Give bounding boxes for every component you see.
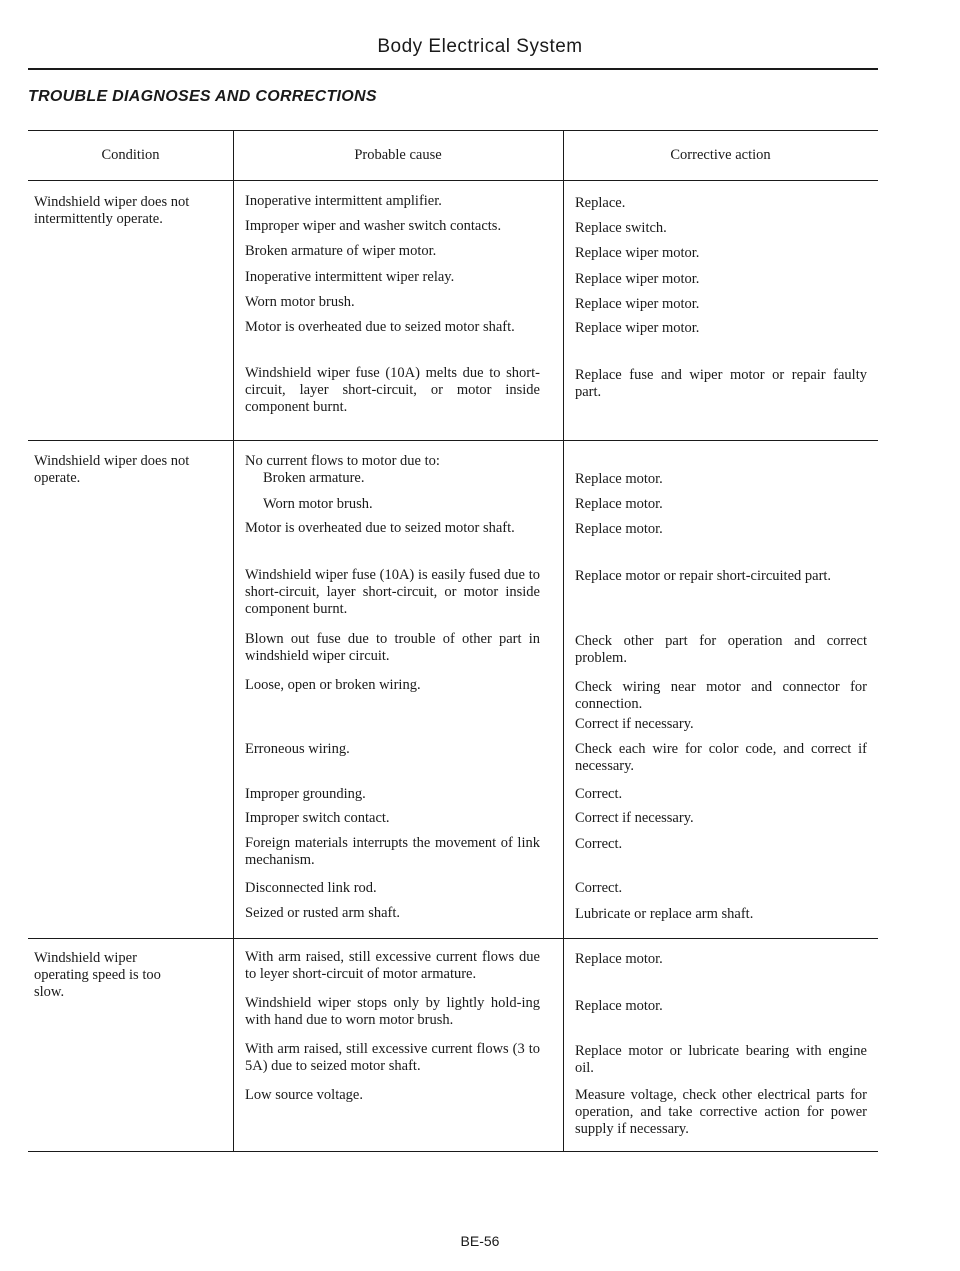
action-cell: Correct if necessary. [575, 716, 694, 732]
cause-cell: With arm raised, still excessive current flows due to leyer short-circuit of motor armature. [245, 949, 540, 982]
action-cell: Check each wire for color code, and correct if necessary. [575, 741, 867, 774]
header-corrective-action: Corrective action [670, 147, 771, 163]
column-divider [563, 130, 564, 1152]
condition-cell: Windshield wiper operating speed is too slow. [34, 950, 161, 1000]
cause-cell: Improper grounding. [245, 786, 366, 802]
table-top-rule [28, 130, 878, 131]
cause-cell: Windshield wiper stops only by lightly hold-ing with hand due to worn motor brush. [245, 995, 540, 1028]
cause-cell: Windshield wiper fuse (10A) melts due to short-circuit, layer short-circuit, or motor inside component burnt. [245, 365, 540, 415]
action-cell: Correct. [575, 786, 623, 802]
cause-cell: Erroneous wiring. [245, 741, 350, 757]
group-divider [28, 938, 878, 939]
cause-cell: Low source voltage. [245, 1087, 363, 1103]
action-cell: Replace fuse and wiper motor or repair faulty part. [575, 367, 867, 400]
action-cell: Replace wiper motor. [575, 320, 700, 336]
cause-cell: Seized or rusted arm shaft. [245, 905, 401, 921]
cause-cell: Improper switch contact. [245, 810, 390, 826]
cause-cell: Motor is overheated due to seized motor shaft. [245, 319, 515, 335]
action-cell: Correct if necessary. [575, 810, 694, 826]
table-bottom-rule [28, 1151, 878, 1152]
cause-cell: Worn motor brush. [263, 496, 373, 512]
header-probable-cause: Probable cause [354, 147, 442, 163]
action-cell: Replace motor. [575, 521, 663, 537]
section-title: TROUBLE DIAGNOSES AND CORRECTIONS [28, 88, 377, 105]
condition-cell: Windshield wiper does not intermittently operate. [34, 194, 190, 227]
header-underline [28, 180, 878, 181]
action-cell: Replace motor or lubricate bearing with engine oil. [575, 1043, 867, 1076]
action-cell: Replace wiper motor. [575, 245, 700, 261]
header-condition: Condition [101, 147, 160, 163]
cause-cell: Improper wiper and washer switch contacts. [245, 218, 502, 234]
action-cell: Replace. [575, 195, 626, 211]
action-cell: Measure voltage, check other electrical parts for operation, and take corrective action for power supply if necessary. [575, 1087, 867, 1137]
cause-cell: With arm raised, still excessive current flows (3 to 5A) due to seized motor shaft. [245, 1041, 540, 1074]
cause-cell: Windshield wiper fuse (10A) is easily fused due to short-circuit, layer short-circuit, or motor inside component burnt. [245, 567, 540, 617]
action-cell: Replace motor. [575, 471, 663, 487]
cause-cell: Inoperative intermittent amplifier. [245, 193, 442, 209]
cause-cell: Foreign materials interrupts the movement of link mechanism. [245, 835, 540, 868]
header-rule [28, 68, 878, 70]
condition-cell: Windshield wiper does not operate. [34, 453, 190, 486]
action-cell: Replace wiper motor. [575, 271, 700, 287]
cause-cell: Blown out fuse due to trouble of other part in windshield wiper circuit. [245, 631, 540, 664]
cause-cell: Inoperative intermittent wiper relay. [245, 269, 455, 285]
cause-cell: Worn motor brush. [245, 294, 355, 310]
action-cell: Check wiring near motor and connector for connection. [575, 679, 867, 712]
action-cell: Replace motor. [575, 496, 663, 512]
cause-cell: Broken armature. [263, 470, 365, 486]
page-number: BE-56 [460, 1233, 500, 1249]
action-cell: Replace motor or repair short-circuited part. [575, 568, 832, 584]
action-cell: Correct. [575, 880, 623, 896]
action-cell: Lubricate or replace arm shaft. [575, 906, 754, 922]
cause-cell: No current flows to motor due to: [245, 453, 440, 469]
cause-cell: Disconnected link rod. [245, 880, 377, 896]
action-cell: Correct. [575, 836, 623, 852]
group-divider [28, 440, 878, 441]
running-header: Body Electrical System [377, 36, 583, 57]
action-cell: Replace motor. [575, 951, 663, 967]
cause-cell: Broken armature of wiper motor. [245, 243, 437, 259]
cause-cell: Motor is overheated due to seized motor shaft. [245, 520, 515, 536]
action-cell: Replace switch. [575, 220, 667, 236]
action-cell: Replace wiper motor. [575, 296, 700, 312]
action-cell: Check other part for operation and correct problem. [575, 633, 867, 666]
cause-cell: Loose, open or broken wiring. [245, 677, 421, 693]
action-cell: Replace motor. [575, 998, 663, 1014]
column-divider [233, 130, 234, 1152]
